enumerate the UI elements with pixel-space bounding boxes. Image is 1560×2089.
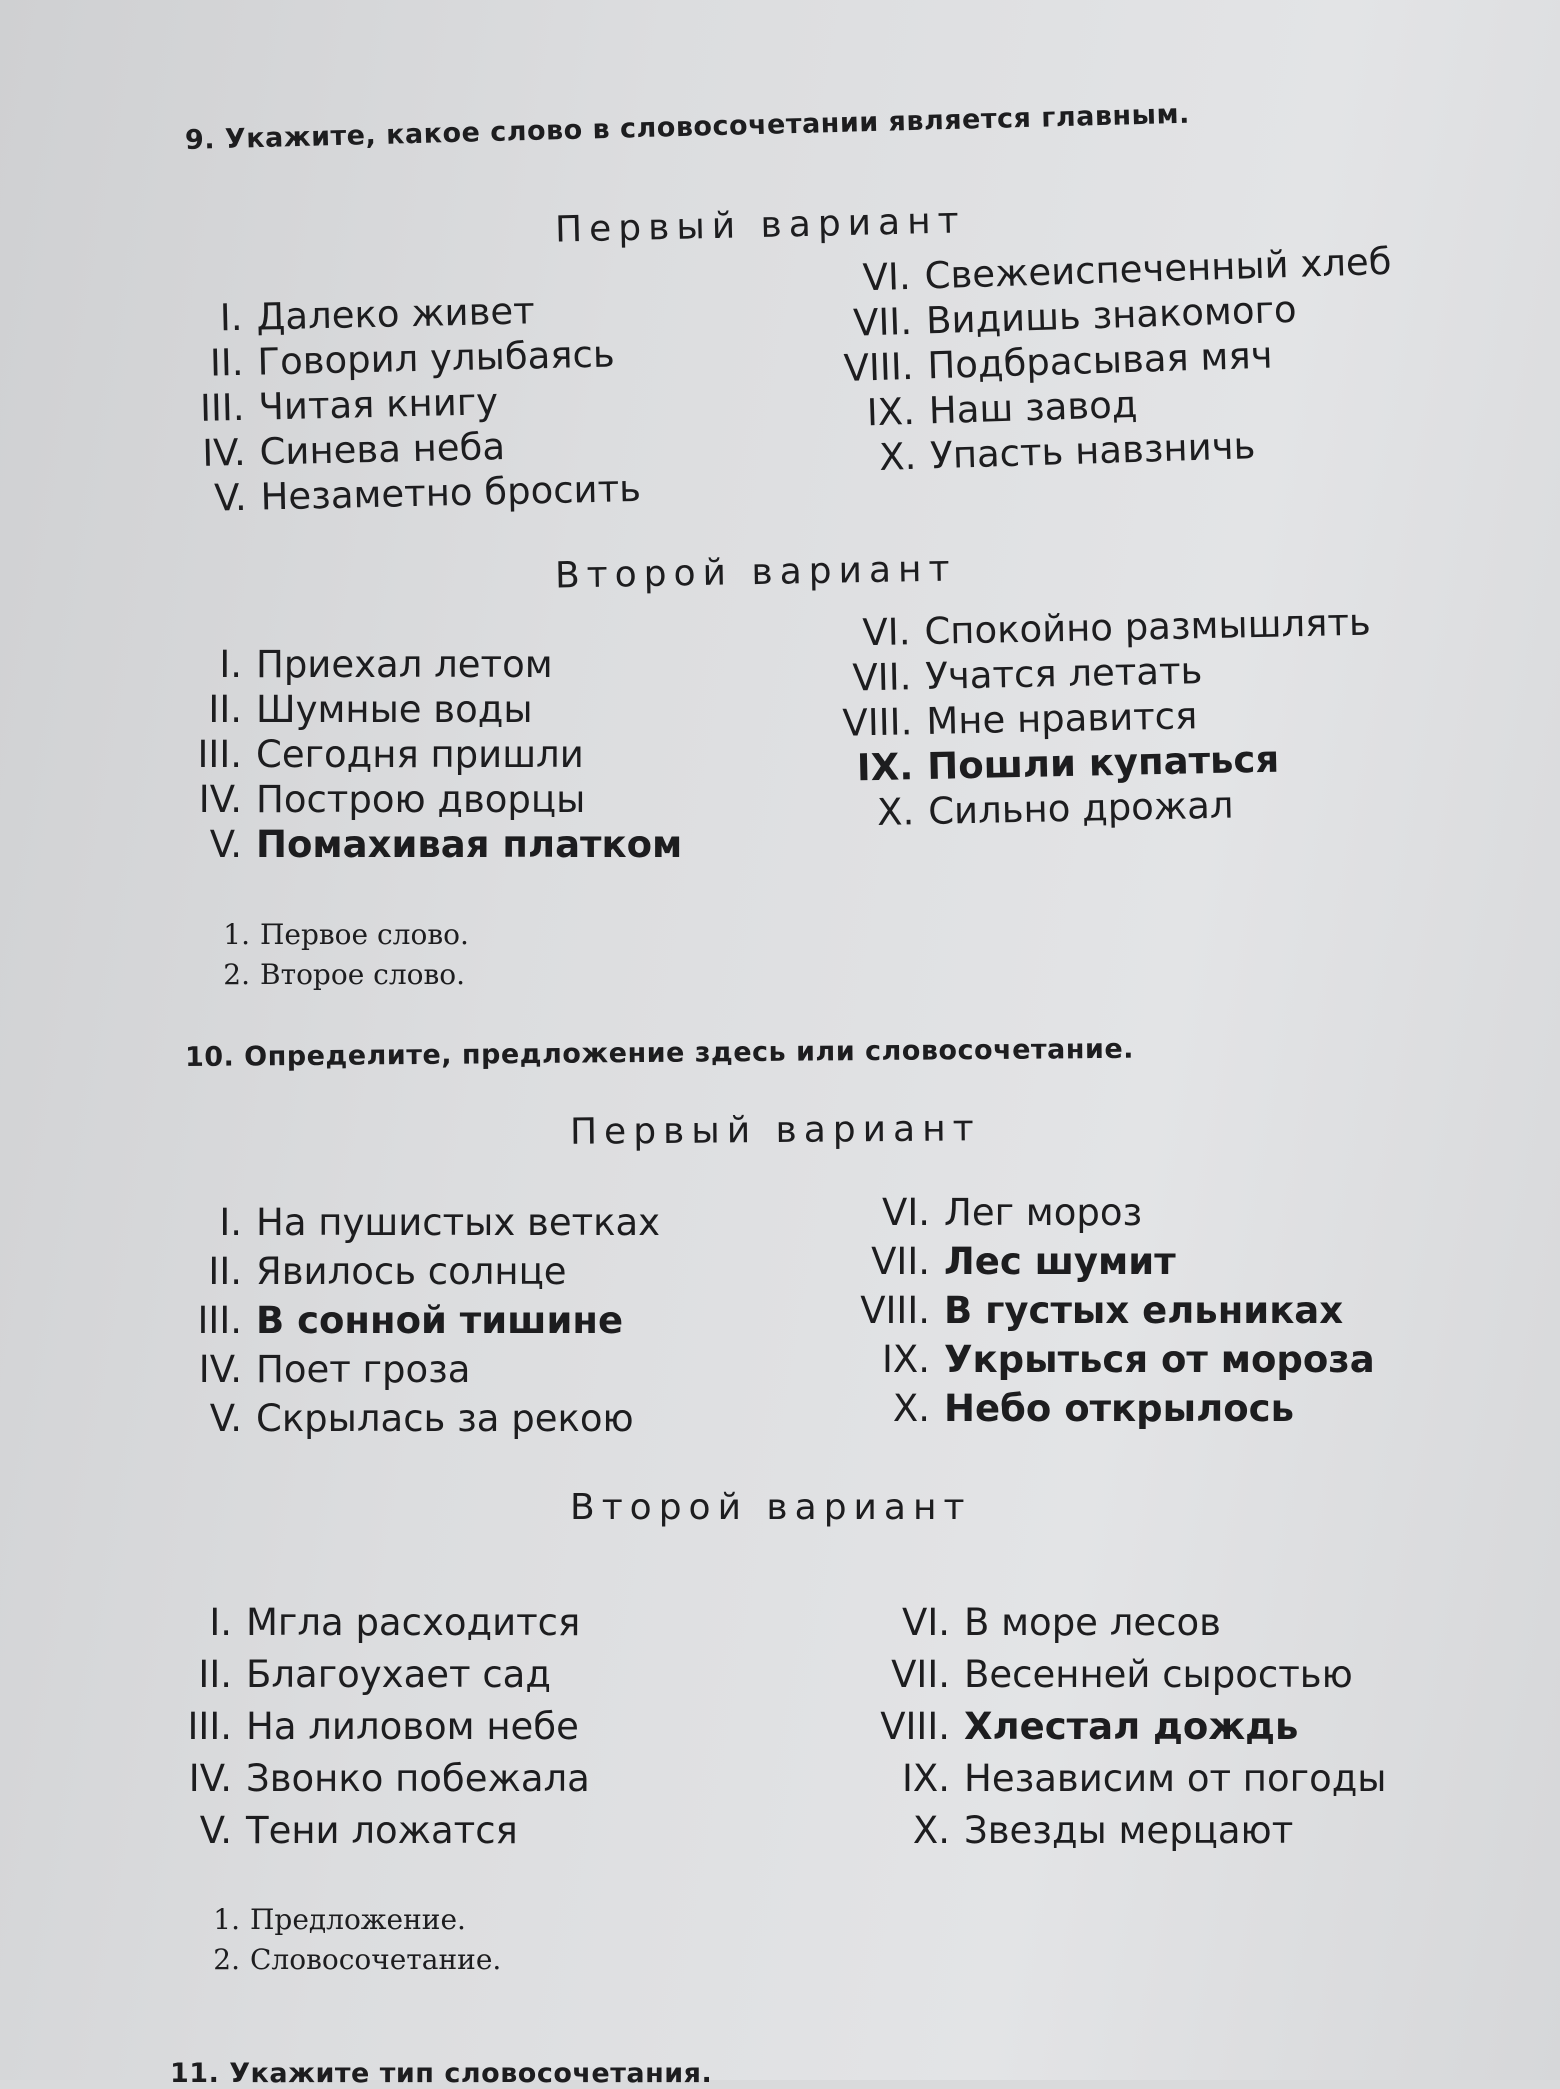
- list-item: II. Шумные воды: [208, 688, 533, 731]
- list-item: IX. Наш завод: [866, 382, 1138, 435]
- list-item: X. Звезды мерцают: [912, 1809, 1294, 1852]
- list-item: VI. Спокойно размышлять: [862, 600, 1372, 655]
- list-item: IV. Поет гроза: [198, 1348, 471, 1391]
- list-item: VIII. Мне нравится: [842, 694, 1198, 745]
- list-item: VII. Весенней сыростью: [891, 1653, 1353, 1696]
- task-11-title: 11. Укажите тип словосочетания.: [170, 2058, 713, 2089]
- task-9-variant-2-heading: Второй вариант: [554, 548, 957, 597]
- list-item: X. Небо открылось: [892, 1387, 1294, 1430]
- list-item: V. Помахивая платком: [209, 823, 683, 866]
- list-item: III. В сонной тишине: [197, 1299, 624, 1342]
- task-9-variant-2-right-list: [780, 600, 1375, 837]
- list-item: VIII. Хлестал дождь: [880, 1705, 1299, 1748]
- task-9-variant-1-heading: Первый вариант: [554, 200, 967, 251]
- list-item: II. Явилось солнце: [208, 1250, 567, 1293]
- list-item: III. Сегодня пришли: [197, 733, 584, 776]
- list-item: II. Благоухает сад: [198, 1653, 551, 1696]
- task-9-answer-options: [210, 915, 469, 995]
- list-item: IV. Синева неба: [201, 424, 506, 475]
- list-item: I. Далеко живет: [219, 289, 536, 340]
- list-item: IX. Пошли купаться: [856, 737, 1280, 790]
- task-10-variant-2-right-list: [820, 1597, 1387, 1857]
- task-10-title: 10. Определите, предложение здесь или словосочетание.: [184, 1033, 1135, 1073]
- answer-option: 1. Первое слово.: [223, 918, 469, 951]
- list-item: I. Приехал летом: [219, 643, 553, 686]
- list-item: V. Незаметно бросить: [213, 466, 642, 520]
- list-item: III. Читая книгу: [199, 380, 499, 430]
- list-item: V. Скрылась за рекою: [209, 1397, 634, 1440]
- task-10-variant-1-heading: Первый вариант: [569, 1108, 981, 1153]
- list-item: VII. Видишь знакомого: [852, 287, 1298, 345]
- list-item: VI. В море лесов: [902, 1601, 1221, 1644]
- list-item: IX. Укрыться от мороза: [881, 1338, 1375, 1381]
- list-item: VII. Учатся летать: [852, 649, 1203, 700]
- task-10-answer-options: [200, 1900, 501, 1980]
- list-item: II. Говорил улыбаясь: [209, 332, 616, 385]
- list-item: VIII. В густых ельниках: [860, 1289, 1344, 1332]
- task-10-variant-1-right-list: [800, 1188, 1375, 1433]
- task-10-variant-1-left-list: [150, 1198, 660, 1443]
- task-9-title: 9. Укажите, какое слово в словосочетании является главным.: [184, 98, 1191, 156]
- task-9-variant-1-left-list: [150, 286, 641, 522]
- list-item: IV. Построю дворцы: [198, 778, 586, 821]
- list-item: III. На лиловом небе: [187, 1705, 579, 1748]
- answer-option: 1. Предложение.: [213, 1903, 466, 1936]
- answer-option: 2. Словосочетание.: [213, 1943, 502, 1976]
- list-item: VIII. Подбрасывая мяч: [843, 333, 1274, 391]
- task-10-variant-2-heading: Второй вариант: [570, 1487, 972, 1528]
- task-9-variant-1-right-list: [780, 239, 1398, 483]
- list-item: VI. Лег мороз: [882, 1191, 1143, 1234]
- list-item: I. На пушистых ветках: [219, 1201, 661, 1244]
- list-item: X. Сильно дрожал: [876, 783, 1234, 835]
- list-item: VII. Лес шумит: [871, 1240, 1176, 1283]
- task-10-variant-2-left-list: [140, 1597, 590, 1857]
- list-item: V. Тени ложатся: [199, 1809, 518, 1852]
- list-item: X. Упасть навзничь: [878, 424, 1256, 479]
- answer-option: 2. Второе слово.: [223, 958, 466, 991]
- task-9-variant-2-left-list: [150, 642, 682, 867]
- list-item: I. Мгла расходится: [209, 1601, 581, 1644]
- list-item: VI. Свежеиспеченный хлеб: [862, 239, 1393, 300]
- list-item: IX. Независим от погоды: [901, 1757, 1387, 1800]
- list-item: IV. Звонко побежала: [188, 1757, 590, 1800]
